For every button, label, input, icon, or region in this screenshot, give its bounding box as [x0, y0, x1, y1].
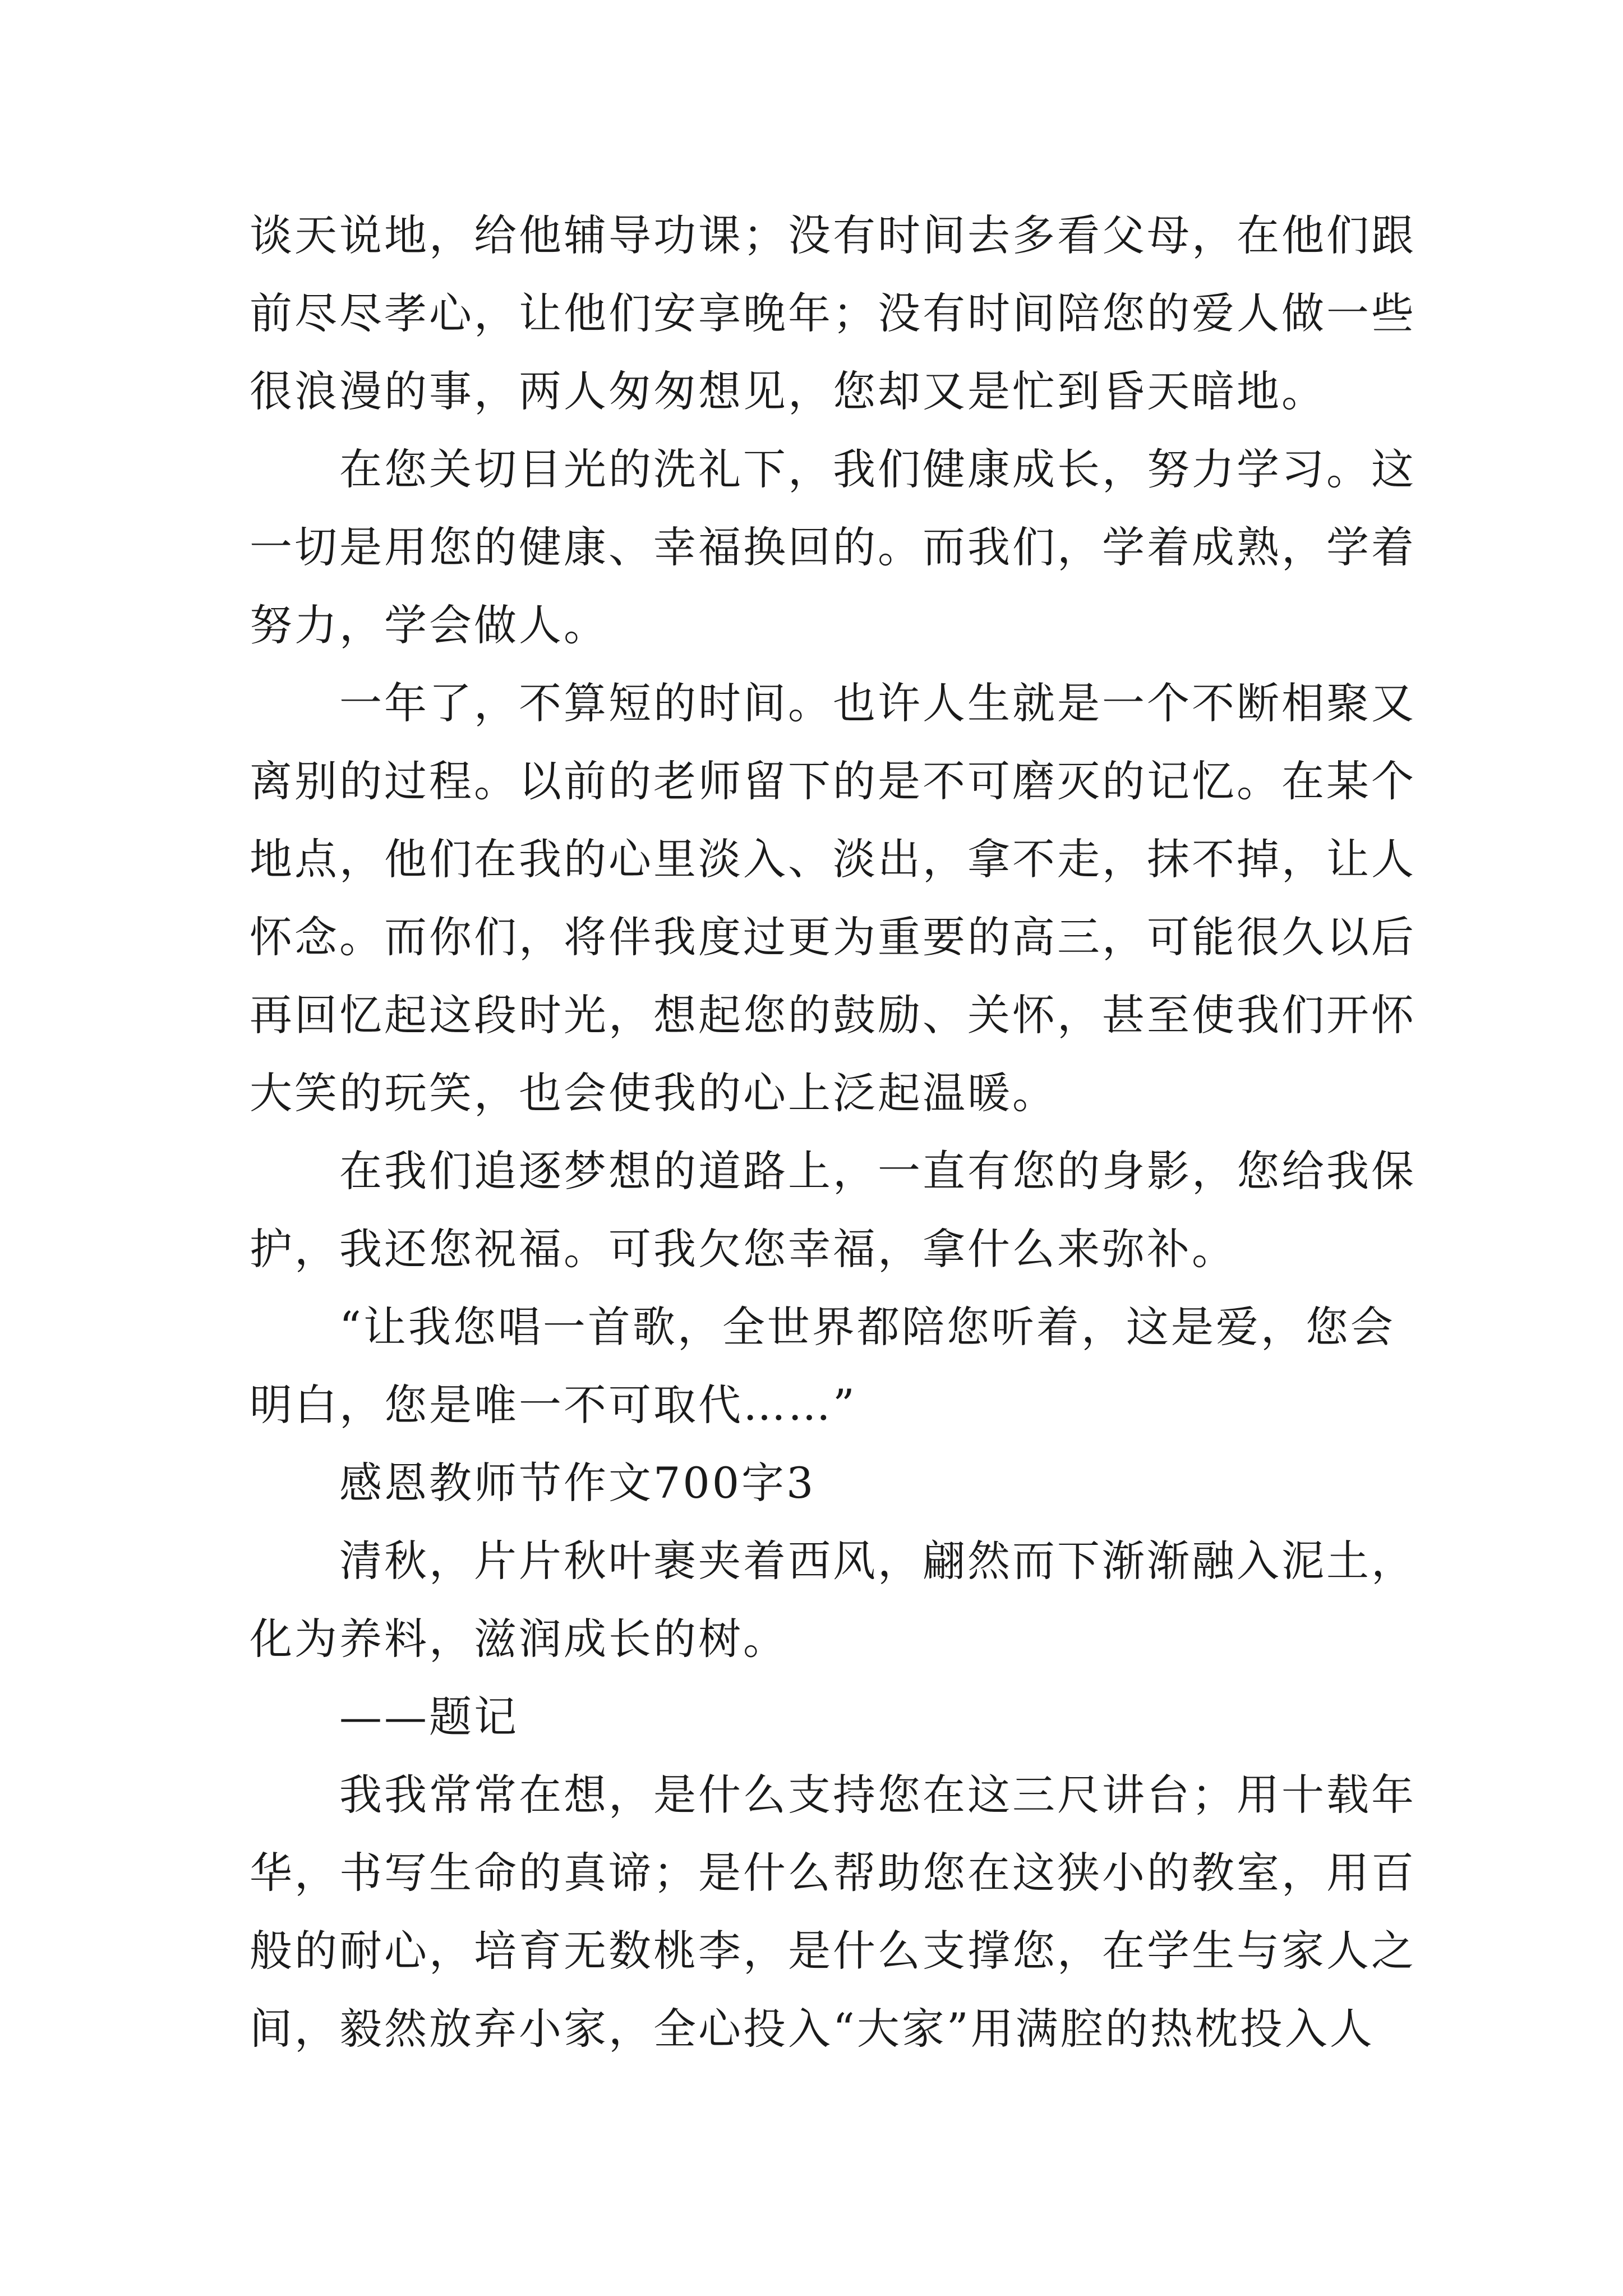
text-line: 再回忆起这段时光，想起您的鼓励、关怀，甚至使我们开怀 [250, 990, 1416, 1040]
text-line: 护，我还您祝福。可我欠您幸福，拿什么来弥补。 [250, 1224, 1237, 1274]
text-line: 大笑的玩笑，也会使我的心上泛起温暖。 [250, 1068, 1057, 1118]
section-heading: 感恩教师节作文700字3 [339, 1458, 816, 1508]
text-line: 一年了，不算短的时间。也许人生就是一个不断相聚又 [339, 678, 1416, 728]
text-line: 地点，他们在我的心里淡入、淡出，拿不走，抹不掉，让人 [250, 834, 1416, 884]
epigraph-attribution: ——题记 [339, 1692, 519, 1742]
text-line: 怀念。而你们，将伴我度过更为重要的高三，可能很久以后 [250, 912, 1416, 962]
text-line: 一切是用您的健康、幸福换回的。而我们，学着成熟，学着 [250, 522, 1416, 572]
text-line: 谈天说地，给他辅导功课；没有时间去多看父母，在他们跟 [250, 210, 1416, 260]
text-line: 间，毅然放弃小家，全心投入“大家”用满腔的热枕投入人 [250, 2004, 1375, 2054]
text-line: 离别的过程。以前的老师留下的是不可磨灭的记忆。在某个 [250, 756, 1416, 806]
text-line: 清秋，片片秋叶裹夹着西风，翩然而下渐渐融入泥土， [339, 1536, 1416, 1586]
text-line: 华，书写生命的真谛；是什么帮助您在这狭小的教室，用百 [250, 1848, 1416, 1898]
text-line: 努力，学会做人。 [250, 600, 608, 650]
text-line: “让我您唱一首歌，全世界都陪您听着，这是爱，您会 [339, 1302, 1395, 1352]
text-line: 前尽尽孝心，让他们安享晚年；没有时间陪您的爱人做一些 [250, 288, 1416, 338]
text-line: 在我们追逐梦想的道路上，一直有您的身影，您给我保 [339, 1146, 1416, 1196]
text-line: 我我常常在想，是什么支持您在这三尺讲台；用十载年 [339, 1770, 1416, 1820]
text-line: 在您关切目光的洗礼下，我们健康成长，努力学习。这 [339, 444, 1416, 494]
text-line: 般的耐心，培育无数桃李，是什么支撑您，在学生与家人之 [250, 1926, 1416, 1976]
text-line: 化为养料，滋润成长的树。 [250, 1614, 788, 1664]
text-line: 明白，您是唯一不可取代……” [250, 1380, 857, 1430]
text-line: 很浪漫的事，两人匆匆想见，您却又是忙到昏天暗地。 [250, 366, 1326, 416]
